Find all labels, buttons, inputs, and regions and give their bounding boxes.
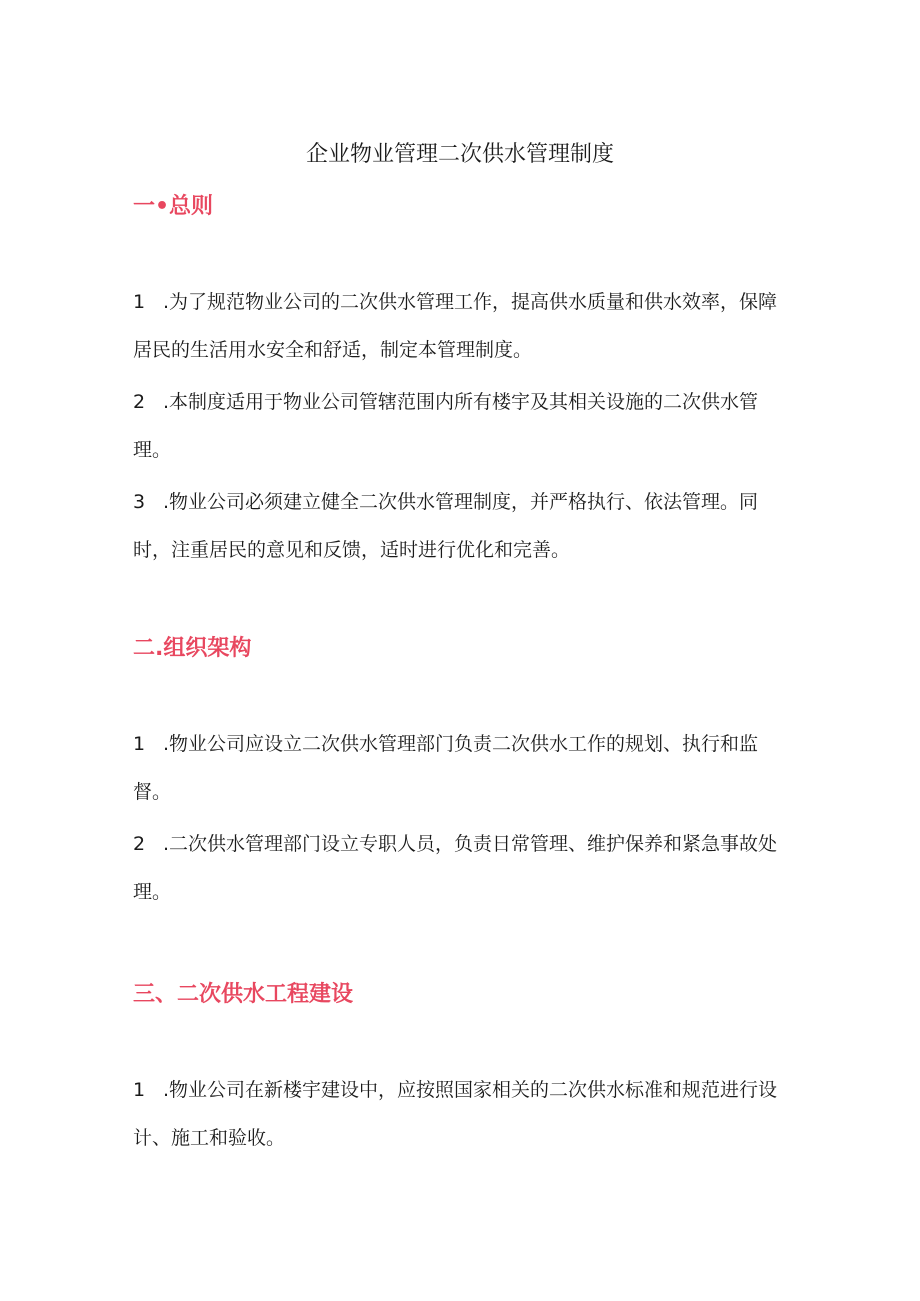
list-item [133,378,793,474]
item-number: 3 [133,491,146,513]
item-text: .二次供水管理部门设立专职人员，负责日常管理、维护保养和紧急事故处理。 [133,833,778,903]
item-number: 1 [133,733,146,755]
section-items [133,720,793,916]
item-text: .本制度适用于物业公司管辖范围内所有楼宇及其相关设施的二次供水管理。 [133,391,759,461]
section-items [133,1066,793,1162]
document-title: 企业物业管理二次供水管理制度 [305,142,614,167]
section-general [133,192,793,574]
section-heading: 一•总则 [133,194,214,219]
list-item [133,820,793,916]
section-heading: 二.组织架构 [133,636,252,661]
list-item [133,478,793,574]
item-number: 2 [133,833,146,855]
list-item [133,720,793,816]
item-text: .为了规范物业公司的二次供水管理工作，提高供水质量和供水效率，保障居民的生活用水安全和舒适，制定本管理制度。 [133,291,778,361]
item-number: 1 [133,1079,146,1101]
section-items [133,278,793,574]
item-text: .物业公司在新楼宇建设中，应按照国家相关的二次供水标准和规范进行设计、施工和验收。 [133,1079,778,1149]
section-construction [133,980,793,1162]
item-number: 1 [133,291,146,313]
list-item [133,278,793,374]
item-text: .物业公司应设立二次供水管理部门负责二次供水工作的规划、执行和监督。 [133,733,759,803]
item-text: .物业公司必须建立健全二次供水管理制度，并严格执行、依法管理。同时，注重居民的意见和反馈，适时进行优化和完善。 [133,491,759,561]
section-organization [133,634,793,916]
section-heading: 三、二次供水工程建设 [133,982,354,1007]
item-number: 2 [133,391,146,413]
list-item [133,1066,793,1162]
